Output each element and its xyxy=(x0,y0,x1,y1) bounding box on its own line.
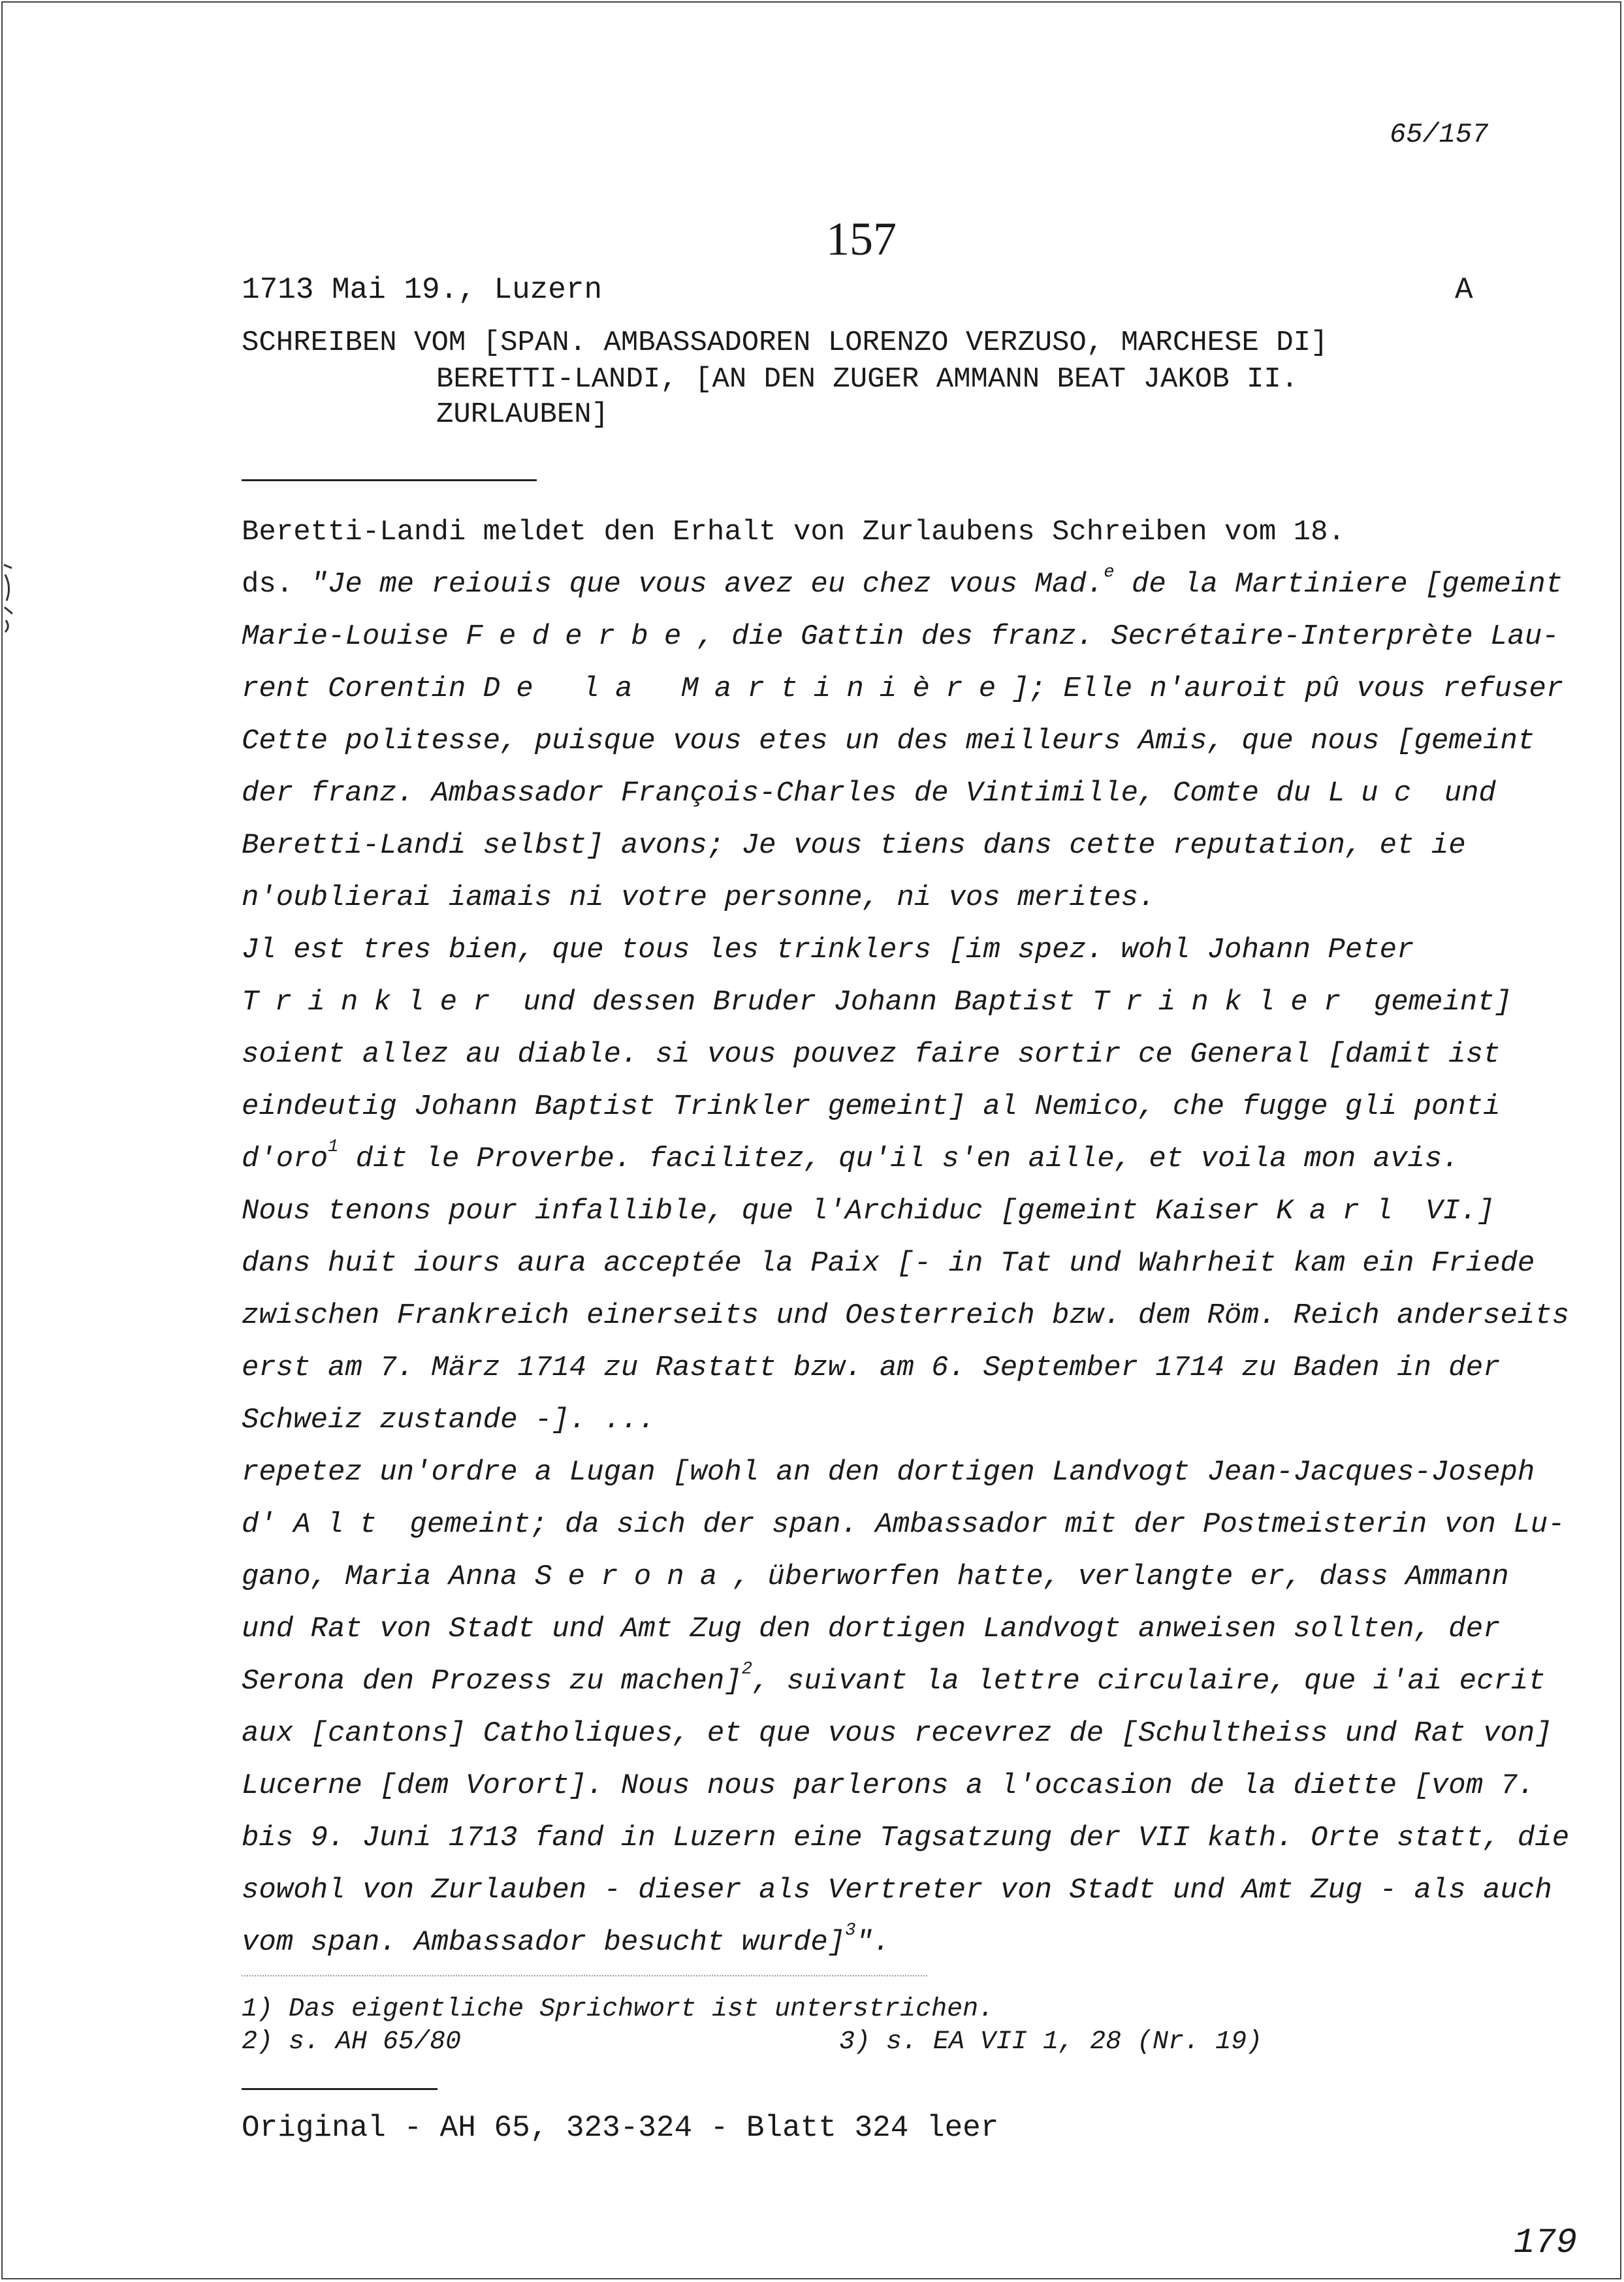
margin-mark xyxy=(3,562,14,633)
body-fragment: Serona den Prozess zu machen] xyxy=(242,1665,742,1698)
body-line: repetez un'ordre a Lugan [wohl an den dortigen Landvogt Jean-Jacques-Joseph xyxy=(242,1456,1535,1489)
body-fragment: d'oro xyxy=(242,1143,328,1175)
body-line: dans huit iours aura acceptée la Paix [- in Tat und Wahrheit kam ein Friede xyxy=(242,1247,1535,1280)
body-line: zwischen Frankreich einerseits und Oesterreich bzw. dem Röm. Reich anderseits xyxy=(242,1299,1570,1332)
body-fragment: rent Corentin xyxy=(242,673,483,705)
body-fragment: gemeint; da sich der span. Ambassador mit der Postmeisterin von Lu- xyxy=(392,1508,1565,1541)
body-fragment: vom span. Ambassador besucht wurde] xyxy=(242,1926,846,1959)
date-place: 1713 Mai 19., Luzern xyxy=(242,273,603,307)
body-line: Cette politesse, puisque vous etes un des meilleurs Amis, que nous [gemeint xyxy=(242,725,1535,757)
title-line: SCHREIBEN VOM [SPAN. AMBASSADOREN LORENZO VERZUSO, MARCHESE DI] xyxy=(242,326,1328,359)
body-line xyxy=(242,620,1559,653)
body-line xyxy=(242,1195,1495,1228)
body-line: sowohl von Zurlauben - dieser als Vertreter von Stadt und Amt Zug - als auch xyxy=(242,1874,1552,1907)
body-fragment: und xyxy=(1427,777,1496,810)
quote-fragment: de la Martiniere [gemeint xyxy=(1114,568,1563,601)
superscript: e xyxy=(1104,562,1115,582)
body-fragment: gemeint] xyxy=(1356,986,1512,1019)
body-fragment: der franz. Ambassador François-Charles de Vintimille, Comte du xyxy=(242,777,1328,810)
body-fragment: , suivant la lettre circulaire, que i'ai ecrit xyxy=(752,1665,1546,1698)
spaced-name: Serona xyxy=(534,1561,733,1593)
body-fragment: Nous tenons pour infallible, que l'Archiduc [gemeint Kaiser xyxy=(242,1195,1277,1228)
body-line: Lucerne [dem Vorort]. Nous nous parlerons a l'occasion de la diette [vom 7. xyxy=(242,1769,1535,1802)
spaced-name: Alt xyxy=(293,1508,393,1541)
body-line: Schweiz zustande -]. ... xyxy=(242,1404,656,1436)
body-fragment: Marie-Louise xyxy=(242,620,466,653)
footnote: 2) s. AH 65/80 xyxy=(242,2027,462,2057)
archive-reference: 65/157 xyxy=(1390,119,1489,150)
body-line xyxy=(242,562,1563,601)
body-line xyxy=(242,1561,1509,1593)
body-line: Beretti-Landi selbst] avons; Je vous tiens dans cette reputation, et ie xyxy=(242,829,1466,862)
superscript: 1 xyxy=(328,1136,339,1157)
original-source-line: Original - AH 65, 323-324 - Blatt 324 leer xyxy=(242,2111,999,2145)
footnote: 3) s. EA VII 1, 28 (Nr. 19) xyxy=(839,2027,1263,2057)
body-fragment: ". xyxy=(855,1926,891,1959)
body-line: Beretti-Landi meldet den Erhalt von Zurlaubens Schreiben vom 18. xyxy=(242,516,1345,548)
body-line xyxy=(242,1136,1459,1175)
quote-fragment: "Je me reiouis que vous avez eu chez vous Mad. xyxy=(310,568,1104,601)
body-line xyxy=(242,1920,891,1959)
title-divider xyxy=(242,479,537,481)
spaced-name: Federbe xyxy=(466,620,697,653)
body-fragment: d' xyxy=(242,1508,294,1541)
body-line: erst am 7. März 1714 zu Rastatt bzw. am 6. September 1714 zu Baden in der xyxy=(242,1352,1501,1384)
handwritten-page-mark: 179 xyxy=(1514,2223,1578,2263)
body-fragment: dit le Proverbe. facilitez, qu'il s'en aille, et voila mon avis. xyxy=(338,1143,1459,1175)
title-line: ZURLAUBEN] xyxy=(436,398,609,431)
spaced-name: Luc xyxy=(1328,777,1427,810)
body-line: aux [cantons] Catholiques, et que vous recevrez de [Schultheiss und Rat von] xyxy=(242,1717,1552,1750)
spaced-name: Karl xyxy=(1276,1195,1409,1228)
body-line xyxy=(242,777,1496,810)
body-fragment: gano, Maria Anna xyxy=(242,1561,535,1593)
body-line: und Rat von Stadt und Amt Zug den dortigen Landvogt anweisen sollten, der xyxy=(242,1613,1501,1645)
body-line xyxy=(242,1658,1546,1698)
body-fragment: ]; Elle n'auroit pû vous refuser xyxy=(1011,673,1564,705)
body-fragment: ds. xyxy=(242,568,311,601)
spaced-name: Trinkler xyxy=(1092,986,1357,1019)
superscript: 3 xyxy=(845,1920,856,1941)
body-fragment: und dessen Bruder Johann Baptist xyxy=(505,986,1092,1019)
separator-dots xyxy=(242,1975,927,1976)
spaced-name: De la Martinière xyxy=(483,673,1012,705)
body-line: bis 9. Juni 1713 fand in Luzern eine Tagsatzung der VII kath. Orte statt, die xyxy=(242,1822,1570,1854)
body-line xyxy=(242,1508,1565,1541)
body-fragment: VI.] xyxy=(1408,1195,1495,1228)
body-line: eindeutig Johann Baptist Trinkler gemeint] al Nemico, che fugge gli ponti xyxy=(242,1090,1501,1123)
footnote-divider xyxy=(242,2088,438,2090)
body-fragment: , die Gattin des franz. Secrétaire-Interprète Lau- xyxy=(697,620,1559,653)
document-type-code: A xyxy=(1455,273,1473,307)
body-line xyxy=(242,986,1512,1019)
footnote: 1) Das eigentliche Sprichwort ist unterstrichen. xyxy=(242,1995,995,2024)
title-line: BERETTI-LANDI, [AN DEN ZUGER AMMANN BEAT JAKOB II. xyxy=(436,363,1299,396)
body-line: n'oublierai iamais ni votre personne, ni vos merites. xyxy=(242,881,1156,914)
superscript: 2 xyxy=(741,1658,753,1679)
body-fragment: , überworfen hatte, verlangte er, dass Ammann xyxy=(733,1561,1509,1593)
body-line xyxy=(242,673,1563,705)
body-line: Jl est tres bien, que tous les trinklers [im spez. wohl Johann Peter xyxy=(242,934,1414,966)
body-line: soient allez au diable. si vous pouvez faire sortir ce General [damit ist xyxy=(242,1038,1501,1071)
document-number: 157 xyxy=(826,213,897,265)
spaced-name: Trinkler xyxy=(242,986,506,1019)
